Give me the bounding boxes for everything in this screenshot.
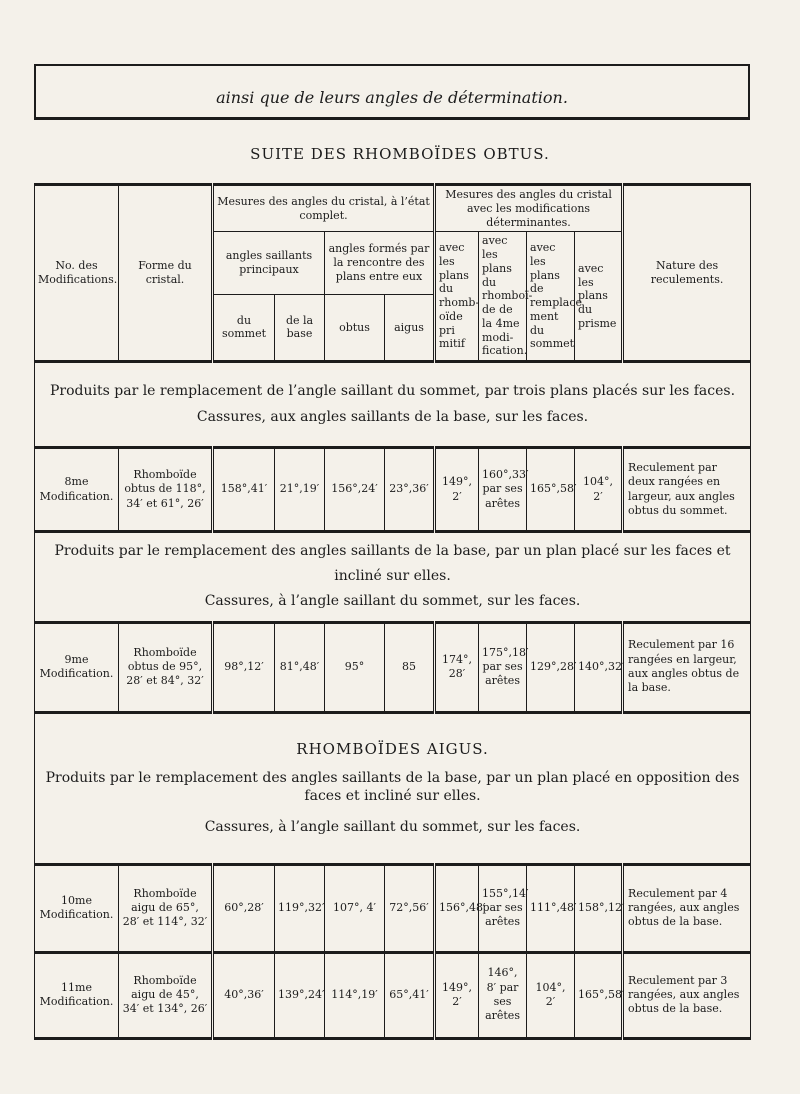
note-group-1 xyxy=(35,362,751,448)
row-9-m4: 140°,32′ xyxy=(575,622,623,712)
row-11-m3: 104°, 2′ xyxy=(527,952,575,1038)
table-row xyxy=(35,864,751,952)
header-obtus: obtus xyxy=(325,294,385,361)
row-8-m2: 160°,33′ par ses arêtes xyxy=(479,448,527,532)
header-mesures-etat: Mesures des angles du cristal, à l’état complet. xyxy=(213,185,435,232)
header-de-la-base: de la base xyxy=(275,294,325,361)
note-produits-3: Produits par le remplacement des angles saillants de la base, par un plan placé en opposition des faces et incliné sur elles. xyxy=(45,769,740,804)
row-11-base: 139°,24′ xyxy=(275,952,325,1038)
table-row xyxy=(35,952,751,1038)
note-group-3 xyxy=(35,712,751,864)
row-10-num: 10me Modification. xyxy=(35,864,119,952)
table-row xyxy=(35,448,751,532)
row-10-forme: Rhomboïde aigu de 65°, 28′ et 114°, 32′ xyxy=(119,864,213,952)
header-angles-saillants: angles saillants principaux xyxy=(213,232,325,295)
row-11-forme: Rhomboïde aigu de 45°, 34′ et 134°, 26′ xyxy=(119,952,213,1038)
row-10-m3: 111°,48′ xyxy=(527,864,575,952)
modifications-table xyxy=(34,183,751,1040)
note-produits-1: Produits par le remplacement de l’angle saillant du sommet, par trois plans placés sur les faces. xyxy=(50,383,736,400)
row-8-base: 21°,19′ xyxy=(275,448,325,532)
header-col4: avec les plans du prisme xyxy=(575,232,623,362)
note-group-2 xyxy=(35,532,751,623)
row-10-nature: Reculement par 4 rangées, aux angles obtus de la base. xyxy=(623,864,751,952)
row-9-num: 9me Modification. xyxy=(35,622,119,712)
row-8-m1: 149°, 2′ xyxy=(435,448,479,532)
row-8-m3: 165°,58′ xyxy=(527,448,575,532)
row-8-obtus: 156°,24′ xyxy=(325,448,385,532)
row-11-obtus: 114°,19′ xyxy=(325,952,385,1038)
note-cassures-3: Cassures, à l’angle saillant du sommet, sur les faces. xyxy=(204,819,581,836)
row-9-obtus: 95° xyxy=(325,622,385,712)
row-9-base: 81°,48′ xyxy=(275,622,325,712)
header-col1: avec les plans du rhomb-oïde pri mitif xyxy=(435,232,479,362)
header-col2: avec les plans du rhomboï-de de la 4me modi-fication. xyxy=(479,232,527,362)
row-9-forme: Rhomboïde obtus de 95°, 28′ et 84°, 32′ xyxy=(119,622,213,712)
row-10-sommet: 60°,28′ xyxy=(213,864,275,952)
row-9-m1: 174°, 28′ xyxy=(435,622,479,712)
row-10-aigus: 72°,56′ xyxy=(385,864,435,952)
header-aigus: aigus xyxy=(385,294,435,361)
row-9-m2: 175°,18′ par ses arêtes xyxy=(479,622,527,712)
row-10-m2: 155°,14′ par ses arêtes xyxy=(479,864,527,952)
note-cassures-1: Cassures, aux angles saillants de la base, sur les faces. xyxy=(196,408,589,425)
aigus-title: RHOMBOÏDES AIGUS. xyxy=(296,739,489,758)
row-9-m3: 129°,28′ xyxy=(527,622,575,712)
row-8-num: 8me Modification. xyxy=(35,448,119,532)
header-num: No. des Modifications. xyxy=(35,185,119,362)
row-11-sommet: 40°,36′ xyxy=(213,952,275,1038)
header-mesures-modif: Mesures des angles du cristal avec les modifications déterminantes. xyxy=(435,185,623,232)
row-11-num: 11me Modification. xyxy=(35,952,119,1038)
row-10-m4: 158°,12′ xyxy=(575,864,623,952)
row-9-aigus: 85 xyxy=(385,622,435,712)
row-8-m4: 104°, 2′ xyxy=(575,448,623,532)
row-8-nature: Reculement par deux rangées en largeur, aux angles obtus du sommet. xyxy=(623,448,751,532)
header-forme: Forme du cristal. xyxy=(119,185,213,362)
row-11-aigus: 65°,41′ xyxy=(385,952,435,1038)
row-11-m1: 149°, 2′ xyxy=(435,952,479,1038)
row-8-forme: Rhomboïde obtus de 118°, 34′ et 61°, 26′ xyxy=(119,448,213,532)
note-produits-2: Produits par le remplacement des angles saillants de la base, par un plan placé sur les faces et incliné sur elles. xyxy=(54,543,731,585)
table-row xyxy=(35,622,751,712)
header-du-sommet: du sommet xyxy=(213,294,275,361)
row-8-sommet: 158°,41′ xyxy=(213,448,275,532)
row-11-m2: 146°, 8′ par ses arêtes xyxy=(479,952,527,1038)
running-head-frame xyxy=(34,64,750,120)
row-10-m1: 156°,48′ xyxy=(435,864,479,952)
row-9-nature: Reculement par 16 rangées en largeur, aux angles obtus de la base. xyxy=(623,622,751,712)
row-10-base: 119°,32′ xyxy=(275,864,325,952)
row-8-aigus: 23°,36′ xyxy=(385,448,435,532)
row-10-obtus: 107°, 4′ xyxy=(325,864,385,952)
header-nature: Nature des reculements. xyxy=(623,185,751,362)
header-col3: avec les plans de remplace ment du sommet xyxy=(527,232,575,362)
section-title: SUITE DES RHOMBOÏDES OBTUS. xyxy=(250,145,550,163)
row-9-sommet: 98°,12′ xyxy=(213,622,275,712)
row-11-nature: Reculement par 3 rangées, aux angles obtus de la base. xyxy=(623,952,751,1038)
running-head: ainsi que de leurs angles de détermination. xyxy=(216,88,568,107)
note-cassures-2: Cassures, à l’angle saillant du sommet, sur les faces. xyxy=(204,593,581,610)
row-11-m4: 165°,58′ xyxy=(575,952,623,1038)
header-angles-formes: angles formés par la rencontre des plans entre eux xyxy=(325,232,435,295)
